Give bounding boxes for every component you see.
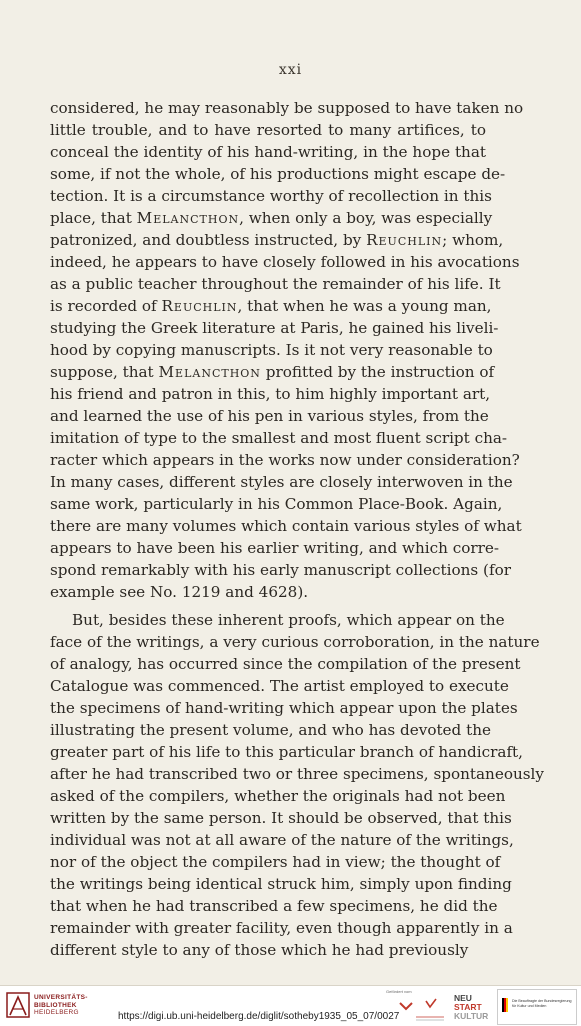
text-line: studying the Greek literature at Paris, he gained his liveli- bbox=[50, 319, 499, 337]
permalink-url[interactable]: https://digi.ub.uni-heidelberg.de/diglit/sotheby1935_05_07/0027 bbox=[118, 1011, 400, 1022]
text-line: little trouble, and to have resorted to many artifices, to bbox=[50, 121, 486, 139]
small-caps-name: Melancthon bbox=[136, 209, 240, 227]
text-line: is recorded of Reuchlin, that when he was a young man, bbox=[50, 297, 492, 315]
library-line-3: HEIDELBERG bbox=[34, 1009, 79, 1016]
text-line: illustrating the present volume, and who has devoted the bbox=[50, 721, 491, 739]
federal-commissioner-text bbox=[512, 999, 572, 1008]
text-line: spond remarkably with his early manuscript collections (for bbox=[50, 561, 512, 579]
text-line: face of the writings, a very curious corroboration, in the nature bbox=[50, 633, 540, 651]
text-line: written by the same person. It should be observed, that this bbox=[50, 809, 512, 827]
text-line: as a public teacher throughout the remainder of his life. It bbox=[50, 275, 501, 293]
text-line: nor of the object the compilers had in view; the thought of bbox=[50, 853, 501, 871]
text-line: asked of the compilers, whether the originals had not been bbox=[50, 787, 506, 805]
text-line: imitation of type to the smallest and most fluent script cha- bbox=[50, 429, 508, 447]
text-line: the specimens of hand-writing which appear upon the plates bbox=[50, 699, 518, 717]
paragraph-1 bbox=[50, 97, 524, 603]
text-line: tection. It is a circumstance worthy of recollection in this bbox=[50, 187, 492, 205]
small-caps-name: Reuchlin bbox=[161, 297, 238, 315]
text-line: the writings being identical struck him, simply upon finding bbox=[50, 875, 512, 893]
small-caps-name: Melancthon bbox=[158, 363, 261, 381]
neustart-word-neu: NEU bbox=[454, 993, 472, 1003]
federal-eagle-icon bbox=[502, 998, 510, 1012]
body-text bbox=[50, 97, 544, 961]
bund-line-1: Die Beauftragte der Bundesregierung bbox=[512, 999, 572, 1003]
text-line: indeed, he appears to have closely followed in his avocations bbox=[50, 253, 520, 271]
text-line: after he had transcribed two or three specimens, spontaneously bbox=[50, 765, 544, 783]
text-line: considered, he may reasonably be supposed to have taken no bbox=[50, 99, 524, 117]
neustart-caption: Gefördert vom bbox=[386, 989, 412, 994]
neustart-kultur-logo-icon bbox=[386, 993, 446, 1023]
library-line-2: BIBLIOTHEK bbox=[34, 1001, 77, 1009]
text-line: same work, particularly in his Common Place-Book. Again, bbox=[50, 495, 503, 513]
text-line: and learned the use of his pen in various styles, from the bbox=[50, 407, 489, 425]
neustart-word-start: START bbox=[454, 1002, 482, 1012]
text-line: remainder with greater facility, even though apparently in a bbox=[50, 919, 513, 937]
footer-bar bbox=[0, 985, 581, 1026]
text-line: conceal the identity of his hand-writing, in the hope that bbox=[50, 143, 486, 161]
text-line: hood by copying manuscripts. Is it not very reasonable to bbox=[50, 341, 493, 359]
bund-line-2: für Kultur und Medien bbox=[512, 1003, 547, 1008]
library-line-1: UNIVERSITÄTS- bbox=[34, 994, 88, 1001]
text-line: racter which appears in the works now under consideration? bbox=[50, 451, 520, 469]
text-line: different style to any of those which he had previously bbox=[50, 941, 469, 959]
neustart-word-kultur: KULTUR bbox=[454, 1011, 489, 1021]
neustart-kultur-logo bbox=[380, 989, 490, 1023]
text-line: example see No. 1219 and 4628). bbox=[50, 583, 309, 601]
text-line: there are many volumes which contain various styles of what bbox=[50, 517, 522, 535]
text-line: In many cases, different styles are closely interwoven in the bbox=[50, 473, 513, 491]
text-line: his friend and patron in this, to him highly important art, bbox=[50, 385, 491, 403]
ub-heidelberg-logo-icon bbox=[6, 991, 30, 1019]
text-line: patronized, and doubtless instructed, by Reuchlin; whom, bbox=[50, 231, 504, 249]
text-line: that when he had transcribed a few specimens, he did the bbox=[50, 897, 498, 915]
text-line: But, besides these inherent proofs, which appear on the bbox=[72, 611, 505, 629]
text-line: some, if not the whole, of his productions might escape de- bbox=[50, 165, 506, 183]
text-line: Catalogue was commenced. The artist employed to execute bbox=[50, 677, 509, 695]
federal-commissioner-logo bbox=[497, 989, 577, 1025]
text-line: of analogy, has occurred since the compilation of the present bbox=[50, 655, 521, 673]
text-line: place, that Melancthon, when only a boy, was especially bbox=[50, 209, 493, 227]
small-caps-name: Reuchlin bbox=[366, 231, 443, 249]
library-name bbox=[34, 994, 88, 1017]
paragraph-2 bbox=[50, 609, 544, 961]
text-line: individual was not at all aware of the nature of the writings, bbox=[50, 831, 514, 849]
text-line: greater part of his life to this particular branch of handicraft, bbox=[50, 743, 523, 761]
text-line: appears to have been his earlier writing, and which corre- bbox=[50, 539, 500, 557]
page-number: xxi bbox=[278, 62, 303, 78]
text-line: suppose, that Melancthon profitted by the instruction of bbox=[50, 363, 495, 381]
